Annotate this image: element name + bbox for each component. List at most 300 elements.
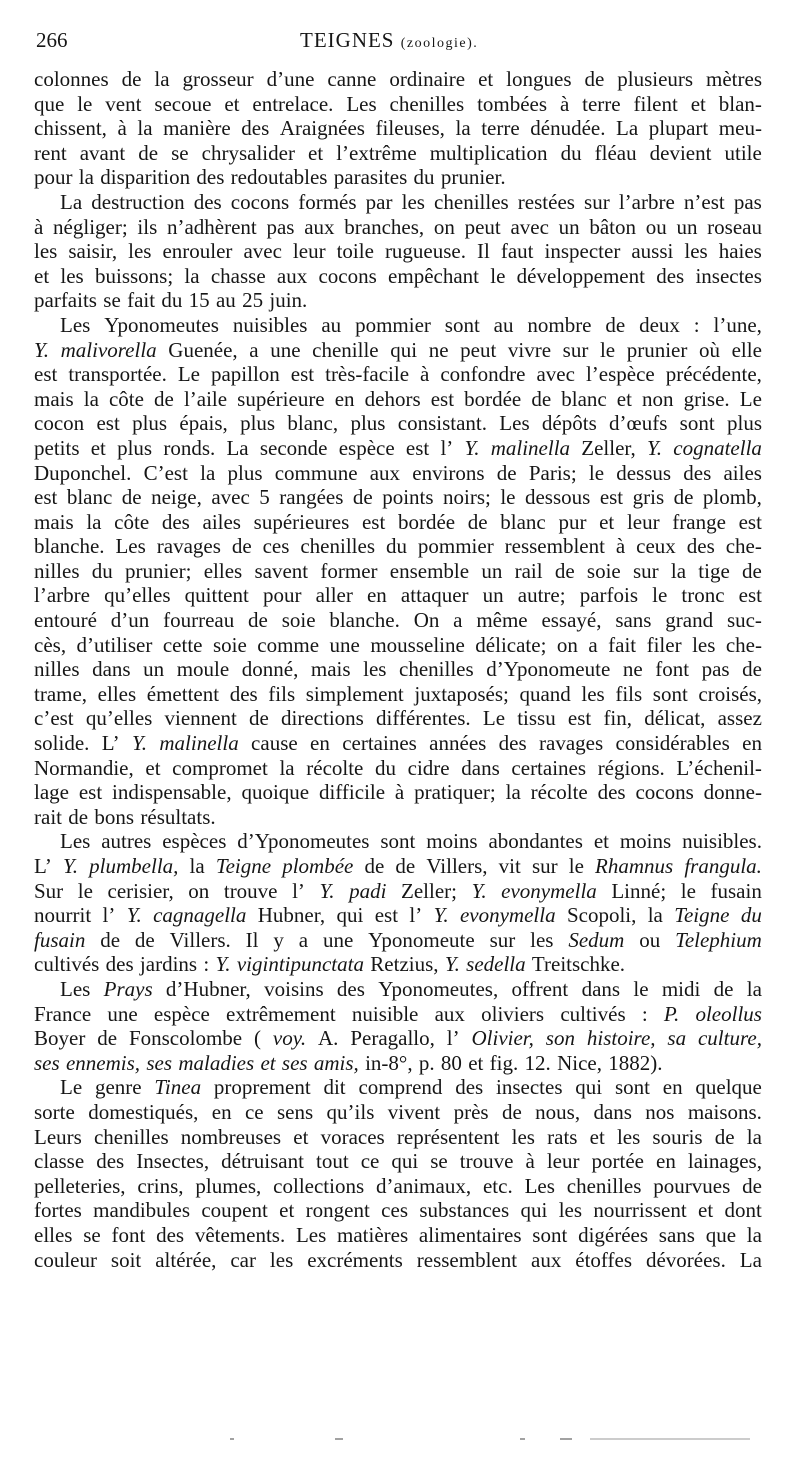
word: longues	[506, 67, 572, 91]
text-line	[34, 608, 762, 633]
word: Rhamnus	[595, 854, 674, 878]
text-line	[34, 879, 762, 904]
word: plombée	[282, 854, 354, 878]
word: nilles	[34, 558, 80, 583]
word: fléau	[594, 140, 637, 165]
word: la	[647, 903, 663, 928]
word: supérieures	[253, 509, 350, 534]
word: de	[605, 312, 626, 337]
word: du	[375, 755, 397, 780]
word: Normandie,	[34, 755, 134, 780]
word: ou	[645, 214, 667, 239]
word: espèces	[162, 829, 227, 854]
word: du	[560, 140, 582, 165]
word: in-8°,	[365, 1050, 413, 1075]
word: de	[97, 1026, 118, 1051]
word: blanc	[66, 485, 113, 510]
word: des	[105, 952, 134, 977]
word: canne	[327, 67, 377, 91]
word: savent	[254, 558, 309, 583]
word: plupart	[648, 116, 709, 141]
word: ils	[137, 214, 158, 239]
word: noirs;	[443, 485, 491, 510]
word: la	[670, 558, 687, 583]
word: les	[34, 239, 58, 264]
word: L’	[34, 854, 52, 878]
word: les	[511, 1124, 535, 1149]
word: développement	[516, 263, 645, 288]
word: se	[103, 288, 121, 313]
word: le	[500, 485, 516, 510]
text-line	[34, 1075, 762, 1100]
word: considérables	[615, 731, 730, 756]
text-line	[34, 67, 762, 92]
word: commune	[274, 460, 358, 485]
word: multiplication	[429, 140, 548, 165]
word: avec	[536, 362, 575, 387]
text-line	[34, 1026, 762, 1051]
word: nilles	[34, 657, 80, 682]
word: qui	[390, 337, 418, 362]
word: Les	[60, 976, 91, 1001]
word: le	[77, 878, 93, 903]
text-line	[34, 1174, 762, 1199]
word: fileuses,	[375, 116, 445, 141]
word: est	[290, 362, 315, 387]
word: collections	[273, 1173, 365, 1198]
word: alimentaires	[418, 1222, 522, 1247]
word: de	[501, 1099, 522, 1124]
word: d’Hubner,	[165, 976, 251, 1001]
word: sont	[679, 411, 715, 436]
word: est	[405, 435, 430, 460]
word: se	[171, 140, 189, 165]
word: ces	[381, 1198, 408, 1223]
word: font	[111, 1222, 146, 1247]
word: pas	[733, 189, 762, 214]
word: portée	[591, 1149, 644, 1174]
word: on	[556, 632, 578, 657]
word: du	[161, 288, 183, 313]
word: extrêmement	[226, 1001, 336, 1026]
word: destruction	[91, 189, 185, 214]
word: fusain	[710, 878, 762, 903]
word: et	[145, 755, 161, 780]
word: chenilles	[434, 189, 509, 214]
word: elles	[34, 1222, 73, 1247]
text-line	[34, 903, 762, 928]
word: du	[91, 558, 113, 583]
word: de	[121, 485, 142, 510]
word: Olivier,	[471, 1026, 534, 1051]
word: sont	[614, 1075, 650, 1100]
word: pour	[34, 165, 73, 190]
word: des	[686, 534, 715, 559]
word: points	[382, 485, 434, 510]
word: nourrissent	[593, 1198, 687, 1223]
word: plus	[117, 435, 153, 460]
word: le	[588, 460, 605, 485]
word: on	[188, 878, 210, 903]
word: bordée	[464, 386, 522, 411]
word: Y.	[433, 903, 449, 928]
word: même	[476, 608, 528, 633]
word: est	[567, 706, 592, 731]
word: en	[662, 1075, 683, 1100]
word: Le	[482, 706, 506, 731]
word: compromet	[172, 755, 268, 780]
word: filer	[646, 632, 682, 657]
word: plus	[240, 411, 276, 436]
word: Boyer	[34, 1026, 86, 1051]
word: pas	[266, 214, 295, 239]
text-line	[34, 706, 762, 731]
word: de	[714, 1124, 735, 1149]
word: au	[493, 312, 514, 337]
word: nuisible	[351, 1001, 419, 1026]
word: soit	[110, 1247, 142, 1272]
word: Il	[477, 239, 490, 264]
word: les	[128, 239, 152, 264]
word: indispensable,	[112, 780, 232, 805]
word: dehors	[364, 386, 421, 411]
word: pommier	[355, 312, 431, 337]
word: d’œufs	[609, 411, 668, 436]
word: Les	[346, 91, 377, 116]
word: une	[322, 927, 354, 952]
word: Y.	[319, 878, 335, 903]
word: moins	[426, 829, 478, 854]
word: plus	[132, 411, 168, 436]
word: sur	[531, 854, 558, 878]
word: on	[433, 214, 455, 239]
word: malinella	[490, 435, 571, 460]
word: che-	[725, 632, 762, 657]
word: espèce	[338, 435, 395, 460]
word: mais	[34, 386, 74, 411]
word: de	[352, 485, 373, 510]
word: Duponchel.	[34, 460, 132, 485]
word: Paris;	[528, 460, 577, 485]
word: jardins	[139, 952, 198, 977]
word: L’	[101, 731, 120, 756]
word: A.	[318, 1026, 339, 1051]
word: grand	[665, 608, 714, 633]
running-head-subtitle: (zoologie).	[400, 36, 479, 51]
word: terre	[481, 116, 520, 141]
text-line	[34, 829, 762, 854]
word: branches,	[344, 214, 425, 239]
word: ressemblent	[416, 1247, 518, 1272]
text-line	[34, 854, 762, 879]
word: gris	[632, 485, 665, 510]
word: Il	[245, 927, 259, 952]
text-line	[34, 657, 762, 682]
word: délicate;	[475, 632, 547, 657]
text-line	[34, 485, 762, 510]
word: comprend	[358, 1075, 443, 1100]
word: cocons	[635, 780, 694, 805]
word: entouré	[34, 608, 97, 633]
word: délicat,	[644, 706, 706, 731]
word: un	[143, 657, 165, 682]
word: sur	[632, 558, 659, 583]
word: son	[545, 1026, 575, 1051]
word: chissent,	[34, 116, 107, 141]
word: le	[652, 583, 668, 608]
word: de	[248, 608, 268, 633]
word: C’est	[143, 460, 188, 485]
word: tissu	[517, 706, 556, 731]
word: à	[394, 780, 405, 805]
word: comme	[257, 632, 320, 657]
word: où	[698, 337, 720, 362]
word: La	[739, 1247, 762, 1272]
word: juxtaposés;	[414, 681, 509, 706]
word: cause	[251, 731, 298, 756]
word: proprement	[213, 1075, 311, 1100]
word: manière	[163, 116, 231, 141]
word: insectes	[695, 263, 762, 288]
word: Villers,	[426, 854, 488, 878]
word: evonymella	[501, 878, 597, 903]
word: suc-	[726, 608, 762, 633]
word: L’échenil-	[676, 755, 762, 780]
word: ces	[262, 534, 290, 559]
text-line	[34, 559, 762, 584]
word: à	[525, 1149, 535, 1174]
text-line	[34, 633, 762, 658]
word: Araignées	[279, 116, 365, 141]
word: directions	[281, 706, 364, 731]
word: années	[429, 731, 487, 756]
word: elle	[731, 337, 762, 362]
word: ensemble	[389, 558, 470, 583]
word: quittent	[184, 583, 249, 608]
word: les	[60, 263, 84, 288]
word: peut	[460, 337, 497, 362]
word: de	[154, 386, 174, 411]
word: des	[336, 976, 365, 1001]
word: que	[34, 91, 65, 116]
word: Guenée,	[168, 337, 238, 362]
word: et	[90, 435, 106, 460]
word: blanc	[561, 386, 607, 411]
word: de	[742, 657, 762, 682]
word: quand	[519, 681, 571, 706]
word: fusain	[34, 927, 86, 952]
word: dessous	[524, 485, 591, 510]
word: Peragallo,	[350, 1026, 435, 1051]
word: rail	[514, 558, 543, 583]
word: nombre	[527, 312, 592, 337]
word: avant	[79, 140, 126, 165]
word: est	[738, 583, 762, 608]
word: est	[78, 780, 103, 805]
word: parfaits	[34, 288, 97, 313]
word: prunier.	[440, 165, 506, 190]
word: la	[200, 460, 216, 485]
word: de	[138, 140, 159, 165]
word: parfois	[579, 583, 639, 608]
text-line	[34, 1223, 762, 1248]
word: et	[293, 1124, 309, 1149]
word: près	[453, 1099, 489, 1124]
word: croisés,	[698, 681, 762, 706]
word: peut	[464, 214, 501, 239]
word: elles	[97, 681, 137, 706]
text-line	[34, 756, 762, 781]
word: France	[34, 1001, 92, 1026]
word: de	[364, 854, 385, 878]
word: La	[616, 116, 639, 141]
word: entrelace.	[252, 91, 334, 116]
word: pratiquer;	[414, 780, 496, 805]
word: dont	[724, 1198, 762, 1223]
word: cagnagella	[153, 903, 247, 928]
word: l’	[409, 903, 423, 928]
word: un	[676, 214, 698, 239]
word: quoique	[241, 780, 310, 805]
word: lage	[34, 780, 69, 805]
word: insectes	[496, 1075, 563, 1100]
word: cognatella	[673, 435, 762, 460]
word: l’arbre	[618, 189, 675, 214]
word: en	[334, 386, 355, 411]
word: enrouler	[162, 239, 233, 264]
word: se	[430, 1149, 448, 1174]
word: empêchant	[388, 263, 479, 288]
word: Les	[295, 1222, 327, 1247]
word: buissons;	[94, 263, 174, 288]
word: secoue	[154, 91, 212, 116]
text-line	[34, 411, 762, 436]
word: qu’elles	[104, 583, 171, 608]
word: a	[588, 632, 598, 657]
word: au	[215, 288, 236, 313]
word: est	[599, 485, 624, 510]
word: blanche.	[329, 608, 400, 633]
word: Retzius,	[370, 952, 439, 977]
word: étoffes	[575, 1247, 633, 1272]
word: disparition	[100, 165, 191, 190]
word: une	[107, 1001, 138, 1026]
word: vivre	[507, 337, 552, 362]
word: cocons	[318, 263, 377, 288]
word: saisir,	[68, 239, 118, 264]
word: toile	[336, 239, 374, 264]
word: soie	[281, 608, 316, 633]
word: histoire,	[586, 1026, 656, 1051]
word: résultats.	[140, 804, 216, 829]
word: le	[633, 976, 649, 1001]
word: Telephium	[675, 927, 762, 952]
word: à	[117, 116, 127, 141]
word: en	[211, 1099, 232, 1124]
word: en	[742, 731, 762, 756]
text-line	[34, 116, 762, 141]
word: crins,	[137, 1173, 184, 1198]
word: en	[656, 1149, 676, 1174]
word: des	[597, 780, 626, 805]
word: Les	[60, 312, 91, 337]
word: ennemis,	[65, 1050, 141, 1075]
word: maisons.	[687, 1099, 762, 1124]
word: souris	[652, 1124, 703, 1149]
word: 80	[440, 1050, 462, 1075]
text-line	[34, 977, 762, 1002]
word: genre	[94, 1075, 142, 1100]
word: ou	[639, 927, 661, 952]
word: de	[584, 67, 605, 91]
word: environs	[412, 460, 485, 485]
word: aux	[276, 263, 308, 288]
word: Y.	[132, 731, 148, 756]
word: ce	[360, 1149, 380, 1174]
word: les	[616, 1124, 641, 1149]
word: et	[260, 1050, 276, 1075]
word: vivent	[387, 1099, 441, 1124]
word: des	[156, 1222, 185, 1247]
word: y	[273, 927, 284, 952]
word: Zeller,	[581, 435, 636, 460]
word: de	[68, 804, 89, 829]
word: est	[374, 903, 399, 928]
word: la	[279, 755, 295, 780]
word: Insectes,	[136, 1149, 210, 1174]
word: qu’elles	[85, 706, 153, 731]
word: Leurs	[34, 1124, 82, 1149]
word: a	[298, 927, 309, 952]
word: ravages	[539, 731, 604, 756]
word: sa	[667, 1026, 687, 1051]
word: plus	[227, 460, 263, 485]
word: oleollus	[695, 1001, 762, 1026]
word: Le	[177, 362, 200, 387]
word: Sedum	[568, 927, 625, 952]
word: non	[642, 386, 674, 411]
word: sorte	[34, 1099, 75, 1124]
word: elles	[203, 558, 243, 583]
word: ce	[244, 1099, 264, 1124]
word: Villers.	[169, 927, 231, 952]
word: blanc	[500, 509, 546, 534]
word: juin.	[269, 288, 308, 313]
word: un	[482, 583, 504, 608]
word: coupent	[201, 1198, 268, 1223]
text-line	[34, 313, 762, 338]
text-line	[34, 534, 762, 559]
text-line	[34, 1100, 762, 1125]
word: de	[134, 927, 155, 952]
word: cultivés	[560, 1001, 626, 1026]
word: dénudée.	[530, 116, 606, 141]
word: d’un	[110, 608, 150, 633]
text-line	[34, 510, 762, 535]
word: tombées	[477, 91, 548, 116]
word: viennent	[164, 706, 237, 731]
word: soie	[212, 632, 247, 657]
word: blanche.	[34, 534, 105, 559]
word: côte	[108, 386, 144, 411]
word: détruisant	[221, 1149, 304, 1174]
word: voraces	[320, 1124, 385, 1149]
word: de	[742, 558, 762, 583]
word: à	[34, 214, 44, 239]
word: haies	[718, 239, 762, 264]
word: au	[321, 312, 342, 337]
word: Teigne	[215, 854, 272, 878]
